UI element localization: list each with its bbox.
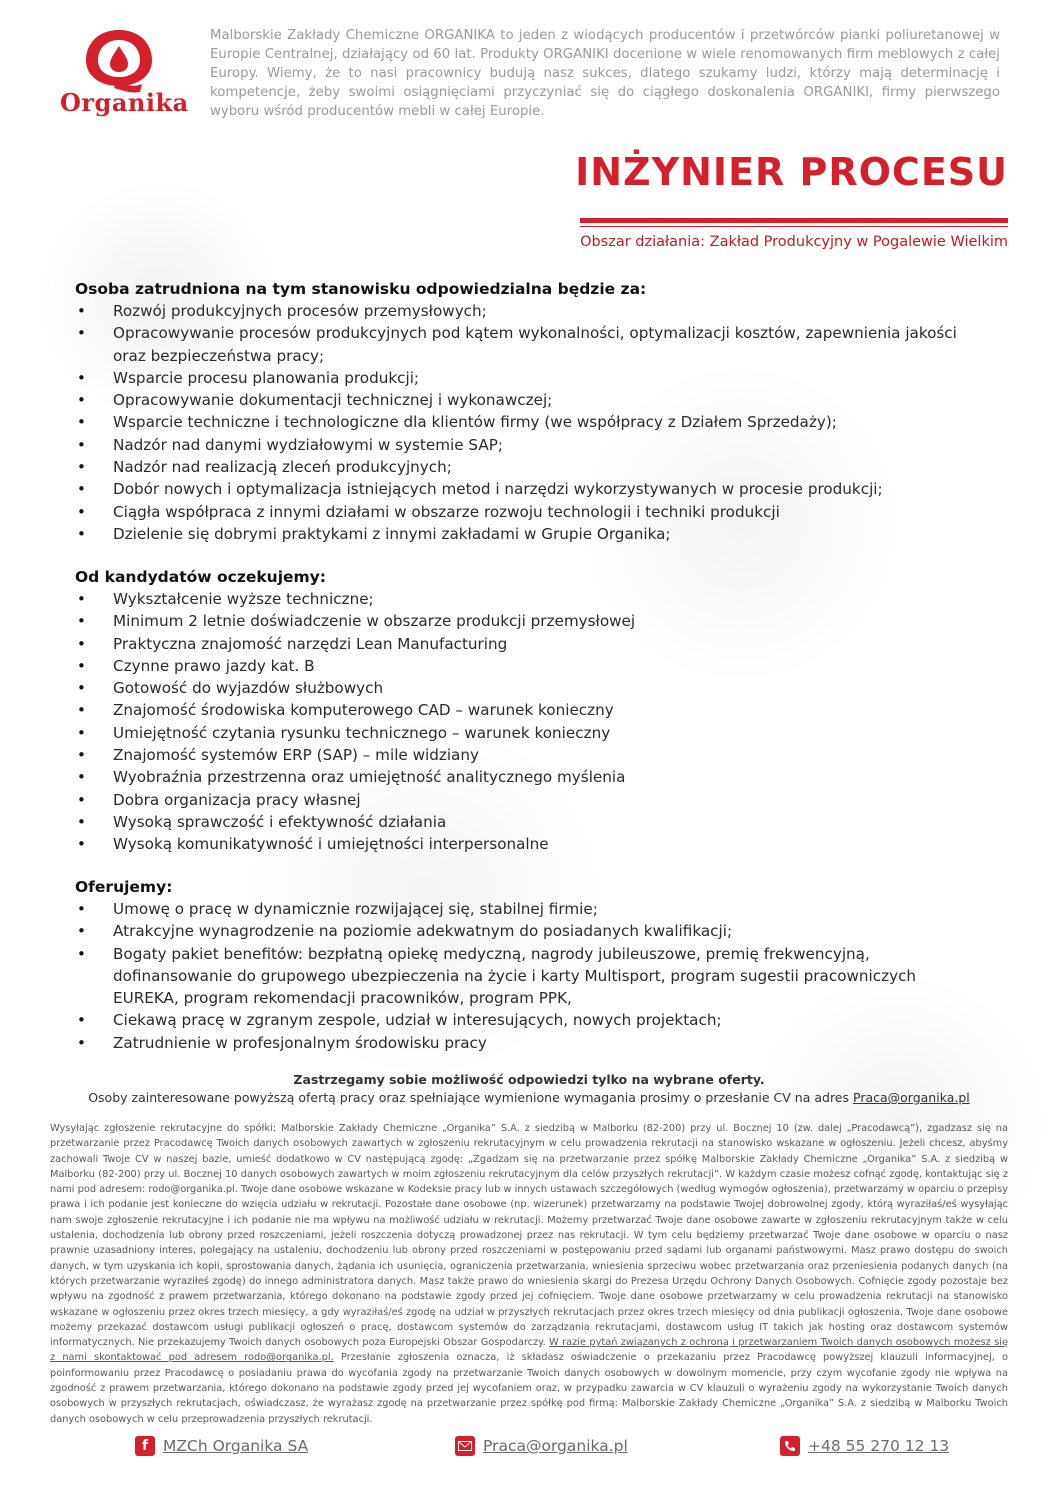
list-item: • Nadzór nad danymi wydziałowymi w systemie SAP;: [75, 434, 975, 456]
facebook-icon: f: [135, 1436, 155, 1456]
work-area: Obszar działania: Zakład Produkcyjny w Pogalewie Wielkim: [580, 234, 1008, 250]
list-item: • Znajomość środowiska komputerowego CAD – warunek konieczny: [75, 699, 975, 721]
offer-heading: Oferujemy:: [75, 878, 173, 896]
list-item: • Bogaty pakiet benefitów: bezpłatną opiekę medyczną, nagrody jubileuszowe, premię frekwencyjną, dofinansowanie do grupowego ubezpieczenia na życie i karty Multisport, program sugestii pracowniczych EUREKA, program rekomendacji pracowników, program PPK,: [75, 943, 975, 1010]
list-item: • Umowę o pracę w dynamicznie rozwijającej się, stabilnej firmie;: [75, 898, 975, 920]
envelope-icon: [455, 1436, 475, 1456]
responsibilities-section: [75, 280, 975, 545]
list-item: • Dobór nowych i optymalizacja istniejących metod i narzędzi wykorzystywanych w procesie produkcji;: [75, 478, 975, 500]
gdpr-clause: [50, 1121, 1008, 1427]
list-item: • Minimum 2 letnie doświadczenie w obszarze produkcji przemysłowej: [75, 610, 975, 632]
footer-phone-label[interactable]: +48 55 270 12 13: [808, 1437, 950, 1455]
title-rule-thin: [580, 226, 1008, 227]
list-item: • Czynne prawo jazdy kat. B: [75, 655, 975, 677]
footer-phone[interactable]: [780, 1436, 949, 1456]
requirements-list: [75, 588, 975, 856]
closing-line-2: [50, 1089, 1008, 1107]
job-title: INŻYNIER PROCESU: [575, 150, 1008, 194]
closing-line-2-text: Osoby zainteresowane powyższą ofertą pracy oraz spełniające wymienione wymagania prosimy o przesłanie CV na adres: [88, 1090, 850, 1105]
phone-icon: [780, 1436, 800, 1456]
list-item: • Wysoką sprawczość i efektywność działania: [75, 811, 975, 833]
footer-facebook-label[interactable]: MZCh Organika SA: [163, 1437, 309, 1455]
list-item: • Znajomość systemów ERP (SAP) – mile widziany: [75, 744, 975, 766]
list-item: • Zatrudnienie w profesjonalnym środowisku pracy: [75, 1032, 975, 1054]
requirements-heading: Od kandydatów oczekujemy:: [75, 568, 326, 586]
list-item: • Nadzór nad realizacją zleceń produkcyjnych;: [75, 456, 975, 478]
footer-contacts: [0, 1436, 1058, 1468]
list-item: • Gotowość do wyjazdów służbowych: [75, 677, 975, 699]
title-rule-thick: [580, 218, 1008, 223]
list-item: • Wsparcie procesu planowania produkcji;: [75, 367, 975, 389]
requirements-section: [75, 568, 975, 856]
closing-email-link[interactable]: Praca@organika.pl: [853, 1090, 970, 1105]
list-item: • Opracowywanie dokumentacji technicznej i wykonawczej;: [75, 389, 975, 411]
list-item: • Wysoką komunikatywność i umiejętności interpersonalne: [75, 833, 975, 855]
gdpr-part-1: Wysyłając zgłoszenie rekrutacyjne do spółki: Malborskie Zakłady Chemiczne „Organika” S.A. z siedzibą w Malborku (82-200) przy ul. Bocznej 10 (zw. dalej „Pracodawcą”), zgadzasz się na przetwarzanie przez Pracodawcę Twoich danych osobowych zawartych w zgłoszeniu rekrutacyjnym w celu prowadzenia rekrutacji na stanowisko wskazane w ogłoszeniu. Jeżeli chcesz, abyśmy zachowali Twoje CV w naszej bazie, umieść dodatkowo w CV następującą zgodę: „Zgadzam się na przetwarzanie przez spółkę Malborskie Zakłady Chemiczne „Organika” S.A. z siedzibą w Malborku (82-200) przy ul. Bocznej 10 danych osobowych zawartych w moim zgłoszeniu rekrutacyjnym dla celów przyszłych rekrutacji”. W każdym czasie możesz cofnąć zgodę, kontaktując się z nami pod adresem: rodo@organika.pl. Twoje dane osobowe wskazane w Kodeksie pracy lub w innych ustawach szczegółowych (według wymogów ogłoszenia), przetwarzamy w oparciu o przepisy prawa i ich podanie jest konieczne do wzięcia udziału w rekrutacji. Pozostałe dane osobowe (np. wizerunek) przetwarzamy na podstawie Twojej dobrowolnej zgody, którą wyraziłaś/eś wysyłając nam swoje zgłoszenie rekrutacyjne i ich podanie nie ma wpływu na możliwość udziału w rekrutacji. Możemy przetwarzać Twoje dane osobowe zawarte w zgłoszeniu rekrutacyjnym także w celu ustalenia, dochodzenia lub obrony przed roszczeniami, jeżeli roszczenia dotyczą prowadzonej przez nas rekrutacji. W tym celu będziemy przetwarzać Twoje dane osobowe w oparciu o nasz prawnie uzasadniony interes, polegający na ustaleniu, dochodzeniu lub obrony przed roszczeniami w postępowaniu przed sądami lub organami państwowymi. Masz prawo dostępu do swoich danych, w tym uzyskania ich kopii, sprostowania danych, żądania ich usunięcia, ograniczenia przetwarzania, wniesienia sprzeciwu wobec przetwarzania oraz przeniesienia podanych danych (na których przetwarzanie wyraziłeś zgodę) do innego administratora danych. Masz także prawo do wniesienia skargi do Prezesa Urzędu Ochrony Danych Osobowych. Cofnięcie zgody pozostaje bez wpływu na zgodność z prawem przetwarzania, którego dokonano na podstawie zgody przed jej cofnięciem. Twoje dane osobowe przetwarzamy w celu prowadzenia rekrutacji na stanowisko wskazane w ogłoszeniu przez okres trzech miesięcy, a gdy wyraziłaś/eś zgodę na udział w przyszłych rekrutacjach przez okres trzech miesięcy od dnia publikacji ogłoszenia. Twoje dane osobowe możemy przekazać dostawcom usługi publikacji ogłoszeń o pracę, dostawcom systemów do zarządzania rekrutacjami, dostawcom usług IT takich jak hosting oraz dostawcom systemów informatycznych. Nie przekazujemy Twoich danych osobowych poza Europejski Obszar Gospodarczy.: [50, 1123, 1008, 1349]
list-item: • Dobra organizacja pracy własnej: [75, 789, 975, 811]
closing-line-1: Zastrzegamy sobie możliwość odpowiedzi tylko na wybrane oferty.: [293, 1072, 765, 1087]
responsibilities-list: [75, 300, 975, 545]
list-item: • Wsparcie techniczne i technologiczne dla klientów firmy (we współpracy z Działem Sprzedaży);: [75, 411, 975, 433]
list-item: • Wyobraźnia przestrzenna oraz umiejętność analitycznego myślenia: [75, 766, 975, 788]
list-item: • Ciekawą pracę w zgranym zespole, udział w interesujących, nowych projektach;: [75, 1009, 975, 1031]
closing-note: [50, 1071, 1008, 1107]
offer-section: [75, 878, 975, 1054]
footer-facebook[interactable]: [135, 1436, 308, 1456]
list-item: • Opracowywanie procesów produkcyjnych pod kątem wykonalności, optymalizacji kosztów, zapewnienia jakości oraz bezpieczeństwa pracy;: [75, 322, 975, 367]
list-item: • Rozwój produkcyjnych procesów przemysłowych;: [75, 300, 975, 322]
list-item: • Wykształcenie wyższe techniczne;: [75, 588, 975, 610]
company-intro: Malborskie Zakłady Chemiczne ORGANIKA to jeden z wiodących producentów i przetwórców pianki poliuretanowej w Europie Centralnej, działający od 60 lat. Produkty ORGANIKI docenione w wiele renomowanych firm meblowych z całej Europy. Wiemy, że to nasi pracownicy budują nasz sukces, dlatego szukamy ludzi, którzy mają determinację i kompetencje, żeby swoimi osiągnięciami przyczyniać się do ciągłego doskonalenia ORGANIKI, firmy pierwszego wyboru wśród producentów mebli w całej Europie.: [210, 28, 1000, 119]
footer-email[interactable]: [455, 1436, 628, 1456]
list-item: • Atrakcyjne wynagrodzenie na poziomie adekwatnym do posiadanych kwalifikacji;: [75, 920, 975, 942]
gdpr-part-2: Przesłanie zgłoszenia oznacza, iż składasz oświadczenie o przekazaniu przez Pracodawcę powyższej klauzuli informacyjnej, o poinformowaniu przez Pracodawcę o posiadaniu prawa do wycofania zgody na przetwarzanie Twoich danych osobowych w dowolnym momencie, przy czym wycofanie zgody nie wpływa na zgodność z prawem przetwarzania, którego dokonano na podstawie zgody przed jej wycofaniem oraz, w przypadku zawarcia w CV klauzuli o wyrażeniu zgody na wykorzystanie Twoich danych osobowych w przyszłych rekrutacjach, oświadczasz, że wyrażasz zgodę na przetwarzanie przez spółkę pod firmą: Malborskie Zakłady Chemiczne „Organika” S.A. z siedzibą w Malborku Twoich danych osobowych w celu przeprowadzenia przyszłych rekrutacji.: [50, 1352, 1008, 1425]
offer-list: [75, 898, 975, 1054]
list-item: • Praktyczna znajomość narzędzi Lean Manufacturing: [75, 633, 975, 655]
list-item: • Umiejętność czytania rysunku technicznego – warunek konieczny: [75, 722, 975, 744]
list-item: • Ciągła współpraca z innymi działami w obszarze rozwoju technologii i techniki produkcji: [75, 501, 975, 523]
footer-email-label[interactable]: Praca@organika.pl: [483, 1437, 628, 1455]
gdpr-contact-underlined: W razie pytań związanych z ochroną i przetwarzaniem Twoich danych osobowych możesz się z nami skontaktować pod adresem rodo@organika.pl.: [50, 1337, 1008, 1364]
logo-wordmark: Organika: [60, 88, 189, 117]
list-item: • Dzielenie się dobrymi praktykami z innymi zakładami w Grupie Organika;: [75, 523, 975, 545]
responsibilities-heading: Osoba zatrudniona na tym stanowisku odpowiedzialna będzie za:: [75, 280, 647, 298]
